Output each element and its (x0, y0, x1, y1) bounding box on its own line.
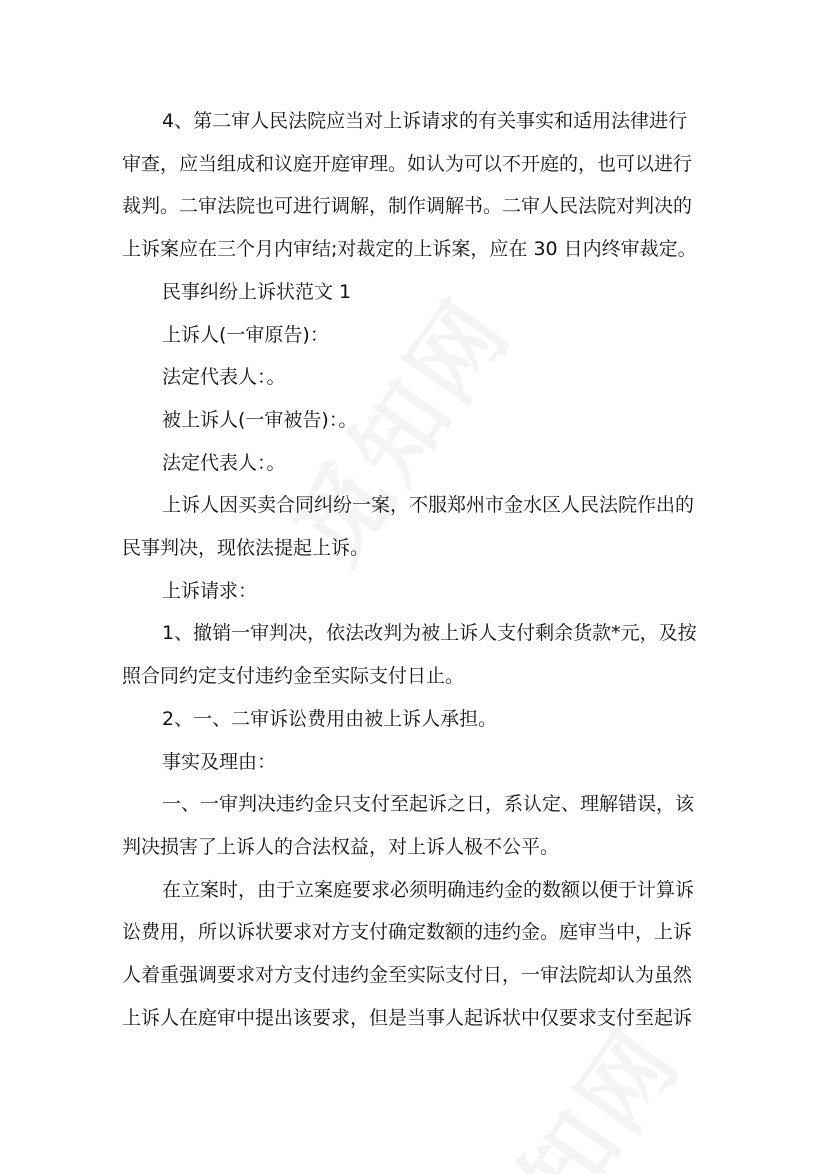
text-line: 上诉人因买卖合同纠纷一案，不服郑州市金水区人民法院作出的 (162, 494, 695, 517)
text-line: 裁判。二审法院也可进行调解，制作调解书。二审人民法院对判决的 (122, 195, 693, 218)
text-line: 照合同约定支付违约金至实际支付日止。 (122, 665, 465, 688)
text-line: 上诉人(一审原告)： (162, 323, 329, 346)
text-line: 法定代表人：。 (162, 451, 286, 474)
text-line: 上诉请求： (162, 579, 258, 602)
document-body (122, 100, 722, 1039)
text-line: 被上诉人(一审被告)：。 (162, 408, 358, 431)
text-line: 2、一、二审诉讼费用由被上诉人承担。 (162, 707, 498, 730)
text-line: 上诉案应在三个月内审结;对裁定的上诉案，应在 30 日内终审裁定。 (122, 238, 697, 261)
paragraph (122, 356, 722, 399)
text-line: 审查，应当组成和议庭开庭审理。如认为可以不开庭的，也可以进行 (122, 152, 693, 175)
paragraph (122, 741, 722, 784)
text-line: 判决损害了上诉人的合法权益，对上诉人极不公平。 (122, 835, 560, 858)
text-line: 4、第二审人民法院应当对上诉请求的有关事实和适用法律进行 (162, 110, 688, 132)
text-line: 一、一审判决违约金只支付至起诉之日，系认定、理解错误，该 (162, 793, 695, 816)
paragraph (122, 314, 722, 357)
paragraph (122, 100, 722, 271)
paragraph (122, 442, 722, 485)
paragraph (122, 271, 722, 314)
text-line: 法定代表人：。 (162, 366, 286, 389)
text-line: 民事纠纷上诉状范文 1 (162, 280, 352, 303)
text-line: 上诉人在庭审中提出该要求，但是当事人起诉状中仅要求支付至起诉 (122, 1006, 693, 1029)
text-line: 在立案时，由于立案庭要求必须明确违约金的数额以便于计算诉 (162, 878, 695, 901)
paragraph (122, 612, 722, 697)
paragraph (122, 570, 722, 613)
paragraph (122, 484, 722, 569)
paragraph (122, 698, 722, 741)
text-line: 人着重强调要求对方支付违约金至实际支付日，一审法院却认为虽然 (122, 964, 693, 987)
paragraph (122, 783, 722, 868)
paragraph (122, 869, 722, 1040)
text-line: 事实及理由： (162, 750, 277, 773)
paragraph (122, 399, 722, 442)
text-line: 讼费用，所以诉状要求对方支付确定数额的违约金。庭审当中，上诉 (122, 921, 693, 944)
text-line: 1、撤销一审判决，依法改判为被上诉人支付剩余货款*元，及按 (162, 622, 697, 645)
text-line: 民事判决，现依法提起上诉。 (122, 537, 370, 560)
